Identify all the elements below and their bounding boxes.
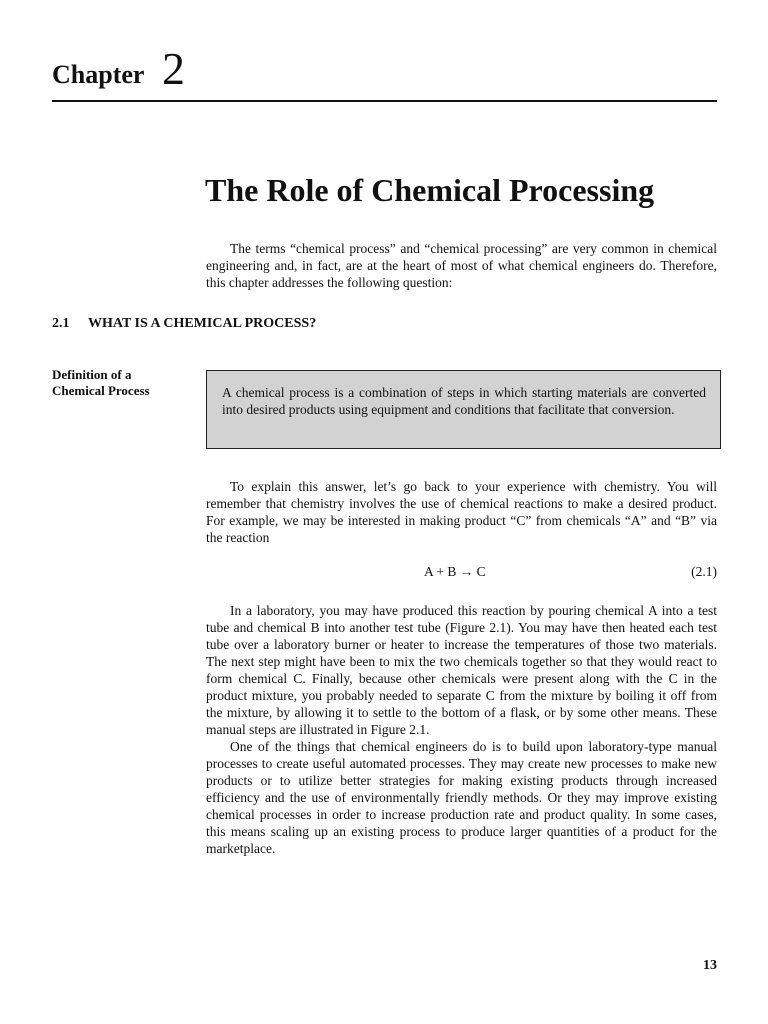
chapter-label: Chapter (52, 60, 145, 89)
chapter-title: The Role of Chemical Processing (205, 172, 655, 208)
margin-note-line-2: Chemical Process (52, 383, 150, 398)
body-paragraph-3: One of the things that chemical engineers do is to build upon laboratory-type manual processes to create useful automated processes. They may create new processes to make new products or to utilize better strategies for making existing products through increased efficiency and the use of environmentally friendly methods. Or they may improve existing chemical processes in order to increase production rate and product quality. In some cases, this means scaling up an existing process to produce larger quantities of a product for the marketplace. (206, 739, 717, 856)
equation-number: (2.1) (691, 564, 717, 579)
chapter-number: 2 (162, 43, 185, 94)
page-number: 13 (703, 958, 717, 973)
section-number: 2.1 (52, 316, 70, 331)
body-paragraph-2: In a laboratory, you may have produced this reaction by pouring chemical A into a test tube and chemical B into another test tube (Figure 2.1). You may have then heated each test tube over a laboratory burner or heater to increase the temperatures of those two materials. The next step might have been to mix the two chemicals together so that they would react to form chemical C. Finally, because other chemicals were present along with the C in the product mixture, you probably needed to separate C from the mixture by boiling it off from the mixture, by allowing it to settle to the bottom of a flask, or by some other means. These manual steps are illustrated in Figure 2.1. (206, 603, 717, 737)
equation-text: A + B → C (424, 564, 486, 579)
chapter-heading (52, 44, 717, 102)
definition-box: A chemical process is a combination of steps in which starting materials are converted into desired products using equipment and conditions that facilitate that conversion. (206, 370, 721, 449)
margin-note (52, 367, 192, 399)
intro-paragraph: The terms “chemical process” and “chemical processing” are very common in chemical engineering and, in fact, are at the heart of most of what chemical engineers do. Therefore, this chapter addresses the following question: (206, 241, 717, 290)
body-paragraph-1: To explain this answer, let’s go back to your experience with chemistry. You will remember that chemistry involves the use of chemical reactions to make a desired product. For example, we may be interested in making product “C” from chemicals “A” and “B” via the reaction (206, 479, 717, 545)
section-heading (52, 316, 316, 332)
margin-note-line-1: Definition of a (52, 367, 132, 382)
section-title: WHAT IS A CHEMICAL PROCESS? (88, 316, 317, 331)
